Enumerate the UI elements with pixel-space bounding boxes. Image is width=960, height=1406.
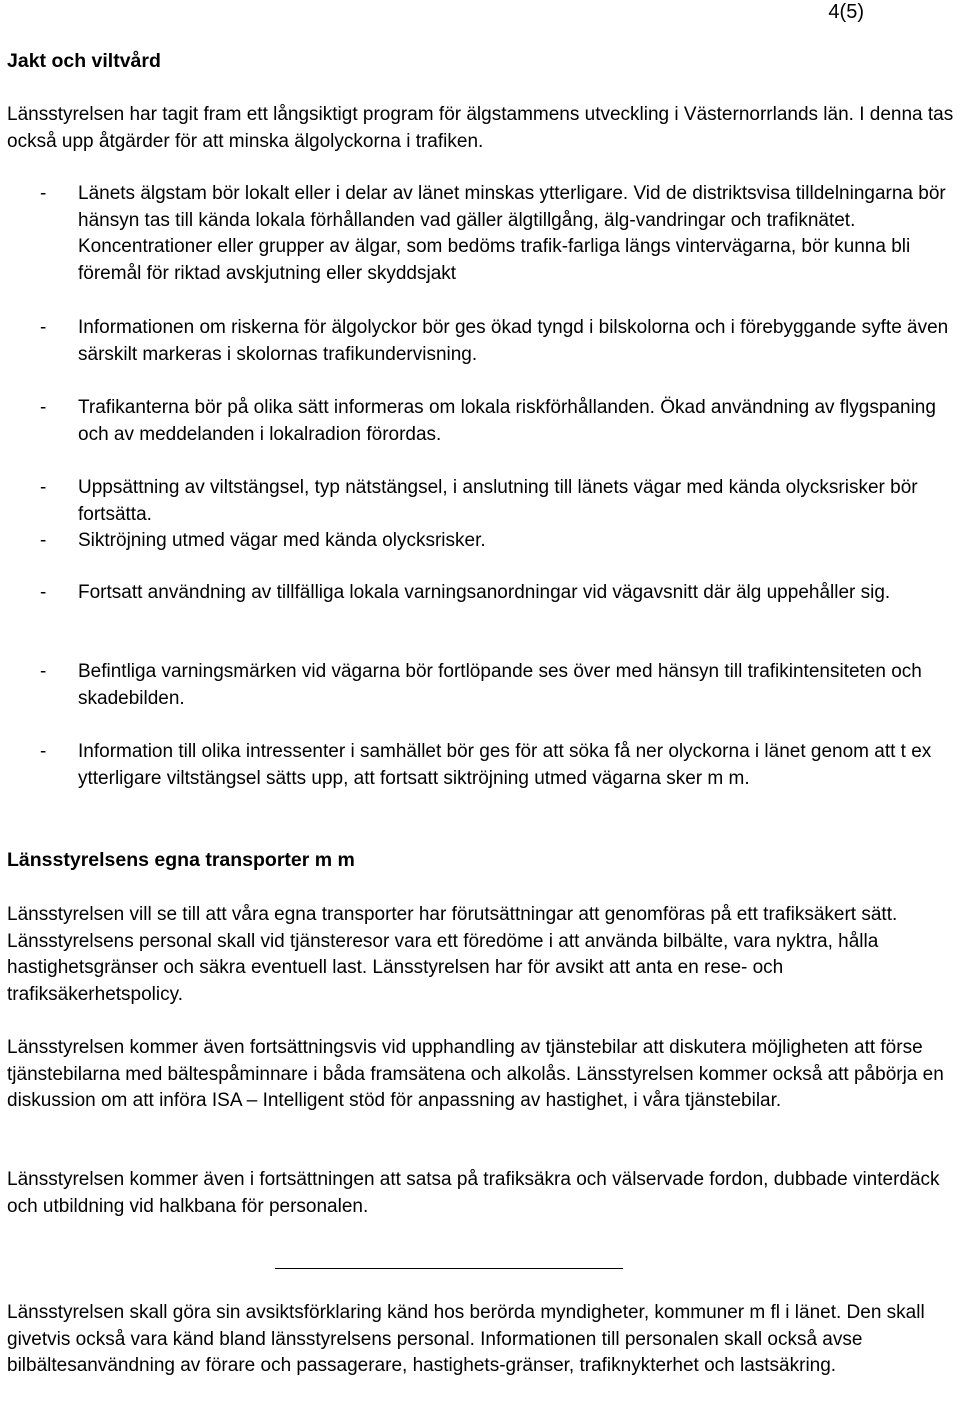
list-marker: -	[40, 317, 47, 338]
list-item	[40, 528, 956, 555]
list-marker: -	[40, 397, 47, 418]
list-item-text: Siktröjning utmed vägar med kända olycksrisker.	[78, 530, 486, 551]
list-item	[40, 659, 956, 712]
list-marker: -	[40, 741, 47, 762]
list-item	[40, 315, 956, 368]
list-marker: -	[40, 183, 47, 204]
list-marker: -	[40, 582, 47, 603]
list-item-text: Information till olika intressenter i samhället bör ges för att söka få ner olyckorna i länet genom att t ex ytterligare viltstängsel sätts upp, att fortsatt siktröjning utmed vägarna sker m m.	[78, 741, 932, 789]
body-paragraph: Länsstyrelsen vill se till att våra egna transporter har förutsättningar att genomföras på ett trafiksäkert sätt. Länsstyrelsens personal skall vid tjänsteresor vara ett föredöme i att använda bilbälte, vara nyktra, hålla hastighetsgränser och säkra eventuell last. Länsstyrelsen har för avsikt att anta en rese- och trafiksäkerhetspolicy.	[7, 904, 898, 1005]
list-item-text: Trafikanterna bör på olika sätt informeras om lokala riskförhållanden. Ökad användning av flygspaning och av meddelanden i lokalradion förordas.	[78, 397, 936, 445]
list-item	[40, 475, 956, 528]
intro-paragraph: Länsstyrelsen har tagit fram ett långsiktigt program för älgstammens utveckling i Västernorrlands län. I denna tas också upp åtgärder för att minska älgolyckorna i trafiken.	[7, 104, 954, 152]
page-number: 4(5)	[828, 1, 864, 23]
closing-paragraph: Länsstyrelsen skall göra sin avsiktsförklaring känd hos berörda myndigheter, kommuner m fl i länet. Den skall givetvis också vara känd bland länsstyrelsens personal. Informationen till personalen skall också avse bilbältesanvändning av förare och passagerare, hastighets-gränser, trafiknykterhet och lastsäkring.	[7, 1302, 925, 1376]
list-item	[40, 739, 956, 792]
section-heading-transports: Länsstyrelsens egna transporter m m	[7, 849, 355, 871]
section-heading-hunting: Jakt och viltvård	[7, 50, 161, 72]
list-marker: -	[40, 530, 47, 551]
list-item-text: Uppsättning av viltstängsel, typ nätstängsel, i anslutning till länets vägar med kända olycksrisker bör fortsätta.	[78, 477, 918, 525]
list-item	[40, 181, 956, 287]
separator-line	[275, 1268, 623, 1269]
list-marker: -	[40, 661, 47, 682]
list-item-text: Befintliga varningsmärken vid vägarna bör fortlöpande ses över med hänsyn till trafikintensiteten och skadebilden.	[78, 661, 922, 709]
list-item-text: Fortsatt användning av tillfälliga lokala varningsanordningar vid vägavsnitt där älg uppehåller sig.	[78, 582, 891, 603]
list-item	[40, 395, 956, 448]
list-item-text: Informationen om riskerna för älgolyckor bör ges ökad tyngd i bilskolorna och i förebyggande syfte även särskilt markeras i skolornas trafikundervisning.	[78, 317, 949, 365]
list-item-text: Länets älgstam bör lokalt eller i delar av länet minskas ytterligare. Vid de distriktsvisa tilldelningarna bör hänsyn tas till kända lokala förhållanden vad gäller älgtillgång, älg-vandringar och trafiknätet. Koncentrationer eller grupper av älgar, som bedöms trafik-farliga längs vintervägarna, bör kunna bli föremål för riktad avskjutning eller skyddsjakt	[78, 183, 946, 284]
body-paragraph: Länsstyrelsen kommer även i fortsättningen att satsa på trafiksäkra och välservade fordon, dubbade vinterdäck och utbildning vid halkbana för personalen.	[7, 1169, 940, 1217]
body-paragraph: Länsstyrelsen kommer även fortsättningsvis vid upphandling av tjänstebilar att diskutera möjligheten att förse tjänstebilarna med bältespåminnare i båda framsätena och alkolås. Länsstyrelsen kommer också att påbörja en diskussion om att införa ISA – Intelligent stöd för anpassning av hastighet, i våra tjänstebilar.	[7, 1037, 944, 1111]
list-item	[40, 580, 956, 607]
list-marker: -	[40, 477, 47, 498]
